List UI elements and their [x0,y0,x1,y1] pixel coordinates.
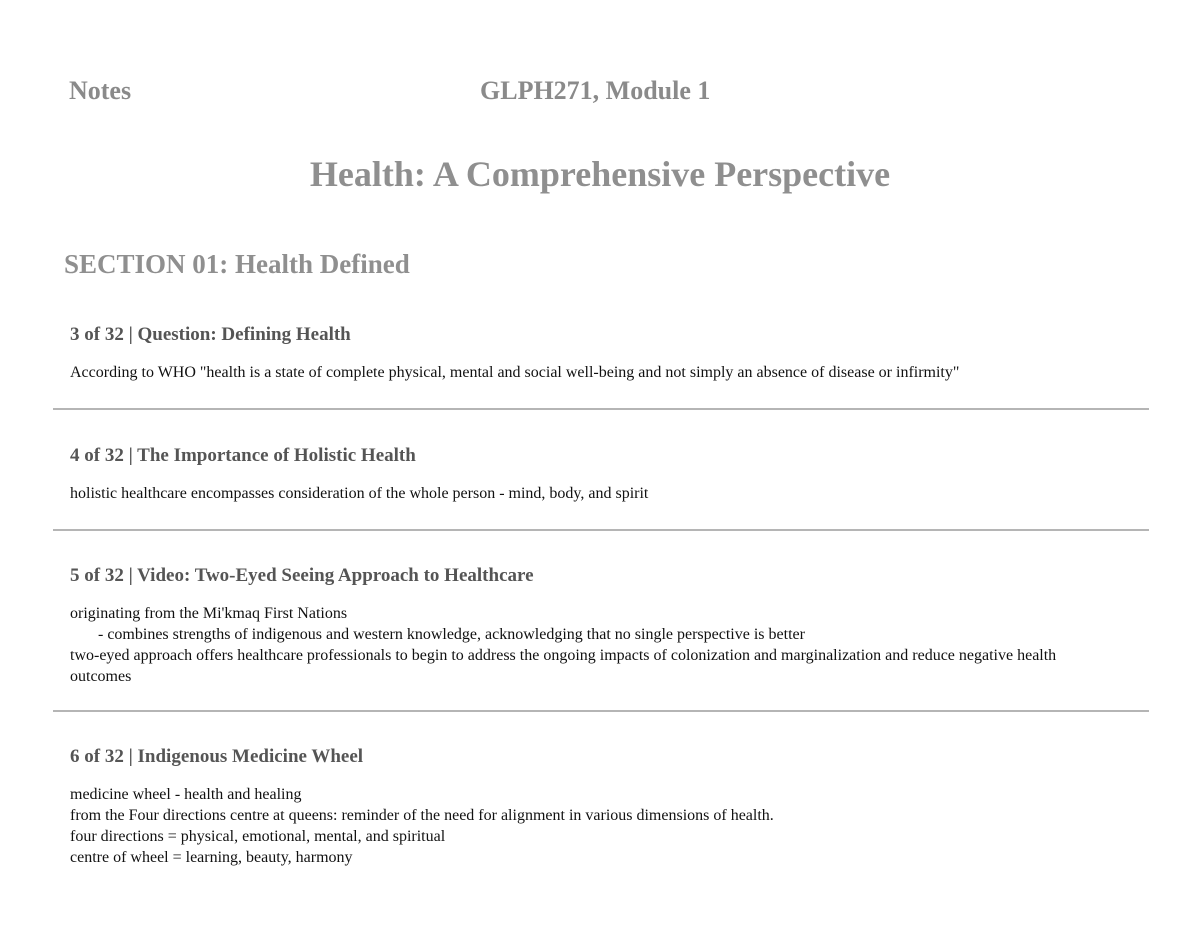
note-card-body [70,483,1148,504]
note-line-indented: - combines strengths of indigenous and western knowledge, acknowledging that no single perspective is better [98,626,805,643]
note-card-body [70,603,1148,687]
note-card-body [70,784,1148,868]
note-card-title: 3 of 32 | Question: Defining Health [70,324,351,345]
note-line: originating from the Mi'kmaq First Nations [70,605,348,622]
note-card [70,444,1148,504]
note-card-title: 6 of 32 | Indigenous Medicine Wheel [70,746,364,767]
page-title: Health: A Comprehensive Perspective [309,154,891,194]
note-card [70,564,1148,687]
note-card-title: 5 of 32 | Video: Two-Eyed Seeing Approach to Healthcare [70,565,534,586]
note-line: According to WHO "health is a state of complete physical, mental and social well-being and not simply an absence of disease or infirmity" [70,364,960,381]
note-card [70,323,1148,383]
note-line: two-eyed approach offers healthcare professionals to begin to address the ongoing impacts of colonization and marginalization and reduce negative health outcomes [70,647,1057,685]
note-card-title: 4 of 32 | The Importance of Holistic Health [70,445,416,466]
note-line: from the Four directions centre at queens: reminder of the need for alignment in various dimensions of health. [70,807,774,824]
note-line: medicine wheel - health and healing [70,786,302,803]
note-card [70,745,1148,868]
note-line: four directions = physical, emotional, mental, and spiritual [70,828,446,845]
divider [53,529,1149,531]
divider [53,710,1149,712]
divider [53,408,1149,410]
note-line: holistic healthcare encompasses consideration of the whole person - mind, body, and spirit [70,485,649,502]
course-module-label: GLPH271, Module 1 [480,76,711,105]
note-line: centre of wheel = learning, beauty, harmony [70,849,353,866]
note-card-body [70,362,1148,383]
notes-label: Notes [69,76,132,105]
section-title: SECTION 01: Health Defined [64,249,410,279]
